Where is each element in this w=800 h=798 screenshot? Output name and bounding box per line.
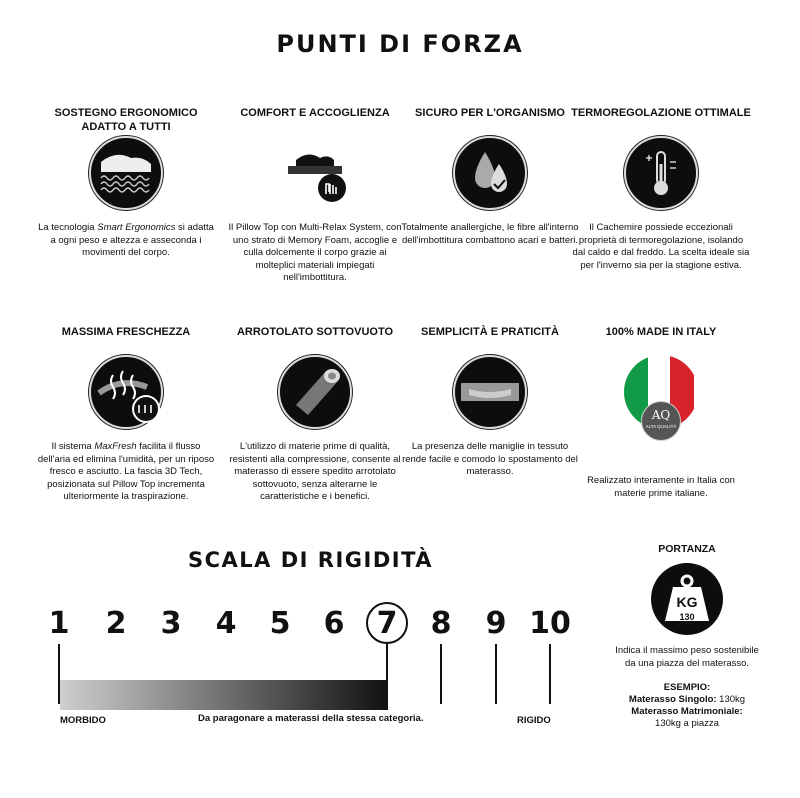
weight-value: 130: [679, 612, 695, 622]
scale-number: 4: [215, 606, 237, 641]
scale-number: 10: [529, 606, 571, 641]
memory-foam-hand-icon: [278, 136, 352, 210]
mattress-springs-icon: [89, 136, 163, 210]
weight-unit: KG: [676, 594, 698, 610]
feature-safe: [395, 106, 585, 247]
airflow-icon: [89, 355, 163, 429]
scale-number: 6: [323, 606, 345, 641]
scale-title: SCALA DI RIGIDITÀ: [188, 548, 434, 572]
scale-tick: [440, 644, 442, 704]
page-title: PUNTI DI FORZA: [276, 30, 524, 58]
scale-number: 1: [48, 606, 70, 641]
scale-number: 5: [269, 606, 291, 641]
feature-title: MASSIMA FRESCHEZZA: [61, 326, 191, 338]
drop-check-icon: [453, 136, 527, 210]
feature-title: ARROTOLATO SOTTOVUOTO: [236, 326, 394, 338]
rigidity-gradient-bar: [60, 680, 388, 710]
feature-description: Totalmente anallergiche, le fibre all'interno dell'imbottitura combattono acari e batteri.: [401, 222, 579, 246]
weight-icon: [651, 563, 723, 635]
scale-number: 2: [105, 606, 127, 641]
hard-label: RIGIDO: [517, 715, 551, 726]
feature-ergonomic: [31, 106, 221, 260]
feature-title: SICURO PER L'ORGANISMO: [415, 107, 565, 119]
feature-description: La presenza delle maniglie in tessuto rende facile e comodo lo spostamento del materasso.: [402, 441, 578, 477]
feature-thermo: [566, 106, 756, 272]
portanza-title: PORTANZA: [658, 543, 716, 555]
portanza-example: ESEMPIO: Materasso Singolo: 130kg Materasso Matrimoniale: 130kg a piazza: [628, 682, 746, 729]
feature-freshness: [31, 325, 221, 504]
quality-seal-logo: AQ: [651, 408, 671, 422]
feature-description: Realizzato interamente in Italia con materie prime italiane.: [587, 475, 735, 499]
scale-tick: [549, 644, 551, 704]
portanza-description: Indica il massimo peso sostenibile da una piazza del materasso.: [615, 645, 759, 669]
scale-tick: [495, 644, 497, 704]
feature-comfort: [220, 106, 410, 285]
feature-title: TERMOREGOLAZIONE OTTIMALE: [571, 107, 751, 119]
scale-tick: [58, 644, 60, 704]
feature-description: L'utilizzo di materie prime di qualità, resistenti alla compressione, consente al materasso di essere spedito arrotolato sottovuoto, senza alterarne le caratteristiche e i benefici.: [229, 441, 401, 502]
rolled-mattress-icon: [278, 355, 352, 429]
quality-seal: [641, 401, 681, 441]
soft-label: MORBIDO: [60, 715, 106, 726]
feature-handles: [395, 325, 585, 479]
feature-description: La tecnologia Smart Ergonomics si adatta a ogni peso e altezza e asseconda i movimenti del corpo.: [38, 222, 214, 258]
feature-rolled: [220, 325, 410, 504]
compare-note: Da paragonare a materassi della stessa categoria.: [198, 713, 424, 724]
scale-number-selected: 7: [376, 606, 398, 641]
scale-number: 9: [485, 606, 507, 641]
feature-made-in-italy: [566, 325, 756, 500]
thermometer-icon: [624, 136, 698, 210]
quality-seal-text: ALTA QUALITÀ: [645, 424, 677, 429]
feature-title: COMFORT E ACCOGLIENZA: [240, 107, 390, 119]
portanza-panel: [612, 543, 762, 730]
handle-icon: [453, 355, 527, 429]
scale-tick: [386, 644, 388, 704]
feature-title: SOSTEGNO ERGONOMICO ADATTO A TUTTI: [54, 107, 198, 133]
scale-number: 8: [430, 606, 452, 641]
feature-description: Il Pillow Top con Multi-Relax System, con uno strato di Memory Foam, accoglie e culla dolcemente il corpo grazie ai molteplici materiali impiegati nell'imbottitura.: [228, 222, 402, 283]
scale-number: 3: [160, 606, 182, 641]
feature-title: SEMPLICITÀ E PRATICITÀ: [421, 326, 559, 338]
feature-title: 100% MADE IN ITALY: [605, 326, 717, 338]
feature-description: Il sistema MaxFresh facilita il flusso dell'aria ed elimina l'umidità, per un riposo fresco e asciutto. La fascia 3D Tech, posizionata sul Pillow Top incrementa ulteriormente la traspirazione.: [37, 441, 215, 502]
feature-description: Il Cachemire possiede eccezionali proprietà di termoregolazione, isolando dal caldo e dal freddo. La scelta ideale sia per l'inverno sia per la stagione estiva.: [572, 222, 750, 271]
